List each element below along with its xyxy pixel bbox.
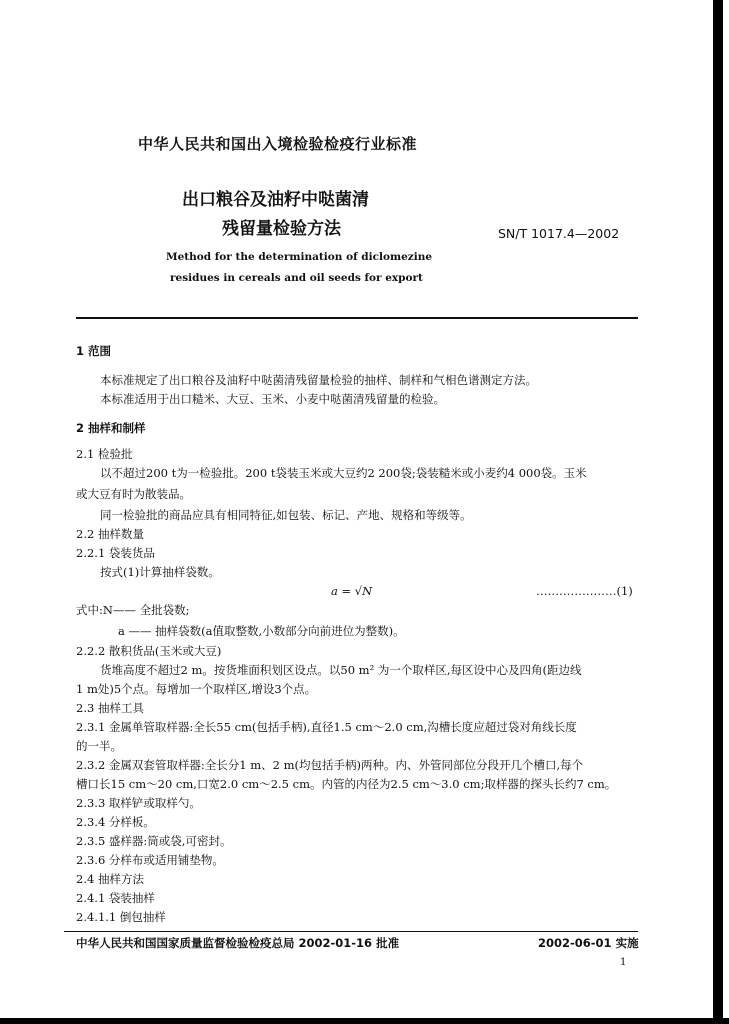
section-2-2-2-paragraph: 货堆高度不超过2 m。按货堆面积划区设点。以50 m² 为一个取样区,每区设中心及四角(距边线	[100, 663, 582, 677]
section-2-3-heading: 2.3 抽样工具	[76, 701, 144, 715]
section-1-paragraph-1: 本标准规定了出口粮谷及油籽中哒菌清残留量检验的抽样、制样和气相色谱测定方法。	[100, 373, 537, 387]
section-2-2-heading: 2.2 抽样数量	[76, 527, 144, 541]
title-line-2: 残留量检验方法	[222, 219, 341, 239]
where-line-2: a —— 抽样袋数(a值取整数,小数部分向前进位为整数)。	[118, 624, 405, 638]
section-2-1-paragraph-1-cont: 或大豆有时为散装品。	[76, 487, 191, 501]
formula-number: …………………(1)	[536, 584, 633, 598]
section-2-1-heading: 2.1 检验批	[76, 447, 133, 461]
section-2-3-2-cont: 槽口长15 cm～20 cm,口宽2.0 cm～2.5 cm。内管的内径为2.5 cm～3.0 cm;取样器的探头长约7 cm。	[76, 777, 617, 791]
where-line-1: 式中:N—— 全批袋数;	[76, 603, 190, 617]
section-2-3-1: 2.3.1 金属单管取样器:全长55 cm(包括手柄),直径1.5 cm～2.0 cm,沟槽长度应超过袋对角线长度	[76, 720, 577, 734]
footer-rule	[64, 931, 638, 932]
section-2-3-6: 2.3.6 分样布或适用铺垫物。	[76, 853, 224, 867]
section-2-4-1-1: 2.4.1.1 倒包抽样	[76, 910, 166, 924]
section-2-4-1: 2.4.1 袋装抽样	[76, 891, 155, 905]
section-1-paragraph-2: 本标准适用于出口糙米、大豆、玉米、小麦中哒菌清残留量的检验。	[100, 392, 445, 406]
scan-border-right	[713, 0, 723, 1024]
header-rule	[76, 317, 638, 319]
section-2-3-2: 2.3.2 金属双套管取样器:全长分1 m、2 m(均包括手柄)两种。内、外管同部位分段开几个槽口,每个	[76, 758, 584, 772]
section-2-4-heading: 2.4 抽样方法	[76, 872, 144, 886]
english-title-line-2: residues in cereals and oil seeds for export	[170, 272, 423, 284]
scan-border-bottom	[0, 1018, 729, 1024]
section-2-1-paragraph-2: 同一检验批的商品应具有相同特征,如包装、标记、产地、规格和等级等。	[100, 508, 472, 522]
section-2-3-1-cont: 的一半。	[76, 739, 122, 753]
english-title-line-1: Method for the determination of diclomezine	[166, 251, 433, 263]
section-2-3-5: 2.3.5 盛样器:筒或袋,可密封。	[76, 834, 232, 848]
section-2-2-2-heading: 2.2.2 散积货品(玉米或大豆)	[76, 644, 222, 658]
section-2-2-1-paragraph: 按式(1)计算抽样袋数。	[100, 565, 220, 579]
page-number: 1	[620, 957, 627, 968]
section-2-2-2-paragraph-cont: 1 m处)5个点。每增加一个取样区,增设3个点。	[76, 682, 317, 696]
issuer-line: 中华人民共和国国家质量监督检验检疫总局 2002-01-16 批准	[76, 936, 400, 950]
title-line-1: 出口粮谷及油籽中哒菌清	[182, 190, 369, 210]
section-2-3-4: 2.3.4 分样板。	[76, 815, 155, 829]
section-1-heading: 1 范围	[76, 344, 112, 358]
formula: a = √N	[331, 584, 373, 598]
effective-date: 2002-06-01 实施	[538, 936, 639, 950]
org-title: 中华人民共和国出入境检验检疫行业标准	[138, 135, 418, 153]
section-2-3-3: 2.3.3 取样铲或取样勺。	[76, 796, 201, 810]
standard-code: SN/T 1017.4—2002	[498, 226, 620, 241]
section-2-1-paragraph-1: 以不超过200 t为一检验批。200 t袋装玉米或大豆约2 200袋;袋装糙米或小麦约4 000袋。玉米	[100, 466, 587, 480]
section-2-2-1-heading: 2.2.1 袋装货品	[76, 546, 155, 560]
section-2-heading: 2 抽样和制样	[76, 421, 146, 435]
